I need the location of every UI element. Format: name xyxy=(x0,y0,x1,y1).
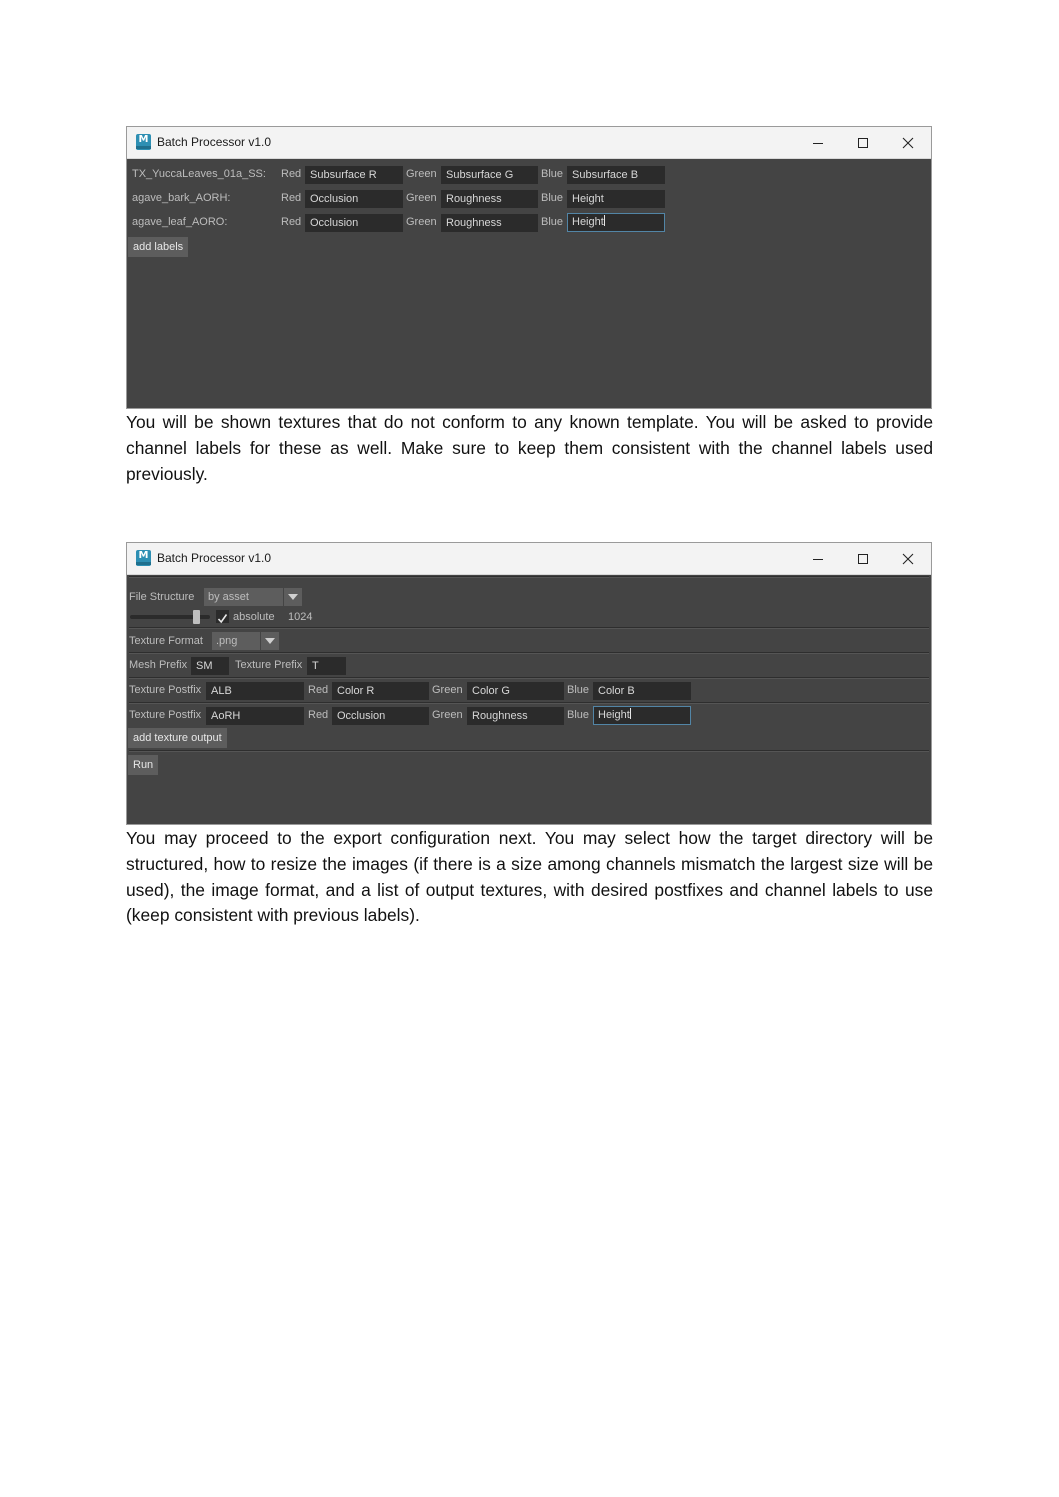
title-bar xyxy=(127,127,931,159)
texture-prefix-label: Texture Prefix xyxy=(235,659,303,671)
window-title: Batch Processor v1.0 xyxy=(157,551,272,565)
divider xyxy=(129,627,929,629)
red-label: Red xyxy=(281,168,302,180)
file-structure-dropdown[interactable] xyxy=(204,588,302,606)
divider xyxy=(129,576,929,578)
instruction-paragraph-1: You will be shown textures that do not conform to any known template. You will be asked to provide channel labels for these as well. Make sure to keep them consistent with the channel labels used previously. xyxy=(126,412,933,484)
close-icon[interactable] xyxy=(885,127,931,158)
green-label: Green xyxy=(432,684,463,696)
blue-label: Blue xyxy=(567,709,590,721)
add-texture-output-button[interactable]: add texture output xyxy=(128,728,227,748)
text-caret xyxy=(630,708,631,719)
blue-channel-input-focused[interactable] xyxy=(567,213,665,232)
window-title: Batch Processor v1.0 xyxy=(157,135,272,149)
texture-format-dropdown[interactable] xyxy=(212,632,279,650)
maximize-icon[interactable] xyxy=(840,543,886,574)
run-button[interactable]: Run xyxy=(128,755,158,775)
texture-name-label: TX_YuccaLeaves_01a_SS: xyxy=(132,168,266,180)
add-labels-button[interactable]: add labels xyxy=(128,237,188,257)
blue-channel-input[interactable]: Color B xyxy=(593,682,691,700)
green-channel-input[interactable]: Subsurface G xyxy=(441,166,538,184)
blue-label: Blue xyxy=(541,168,564,180)
green-label: Green xyxy=(406,168,437,180)
minimize-icon[interactable] xyxy=(795,543,841,574)
instruction-paragraph-2: You may proceed to the export configuration next. You may select how the target directory will be structured, how to resize the images (if there is a size among channels mismatch the largest size will be used), the image format, and a list of output textures, with desired postfixes and channel labels to use (keep consistent with previous labels). xyxy=(126,828,933,926)
blue-channel-input[interactable]: Height xyxy=(567,190,665,208)
maximize-icon[interactable] xyxy=(840,127,886,158)
red-label: Red xyxy=(281,192,302,204)
texture-format-label: Texture Format xyxy=(129,635,203,647)
texture-name-label: agave_bark_AORH: xyxy=(132,192,231,204)
maya-icon: M xyxy=(136,134,151,150)
divider xyxy=(129,750,929,752)
red-label: Red xyxy=(281,216,302,228)
mesh-prefix-input[interactable]: SM xyxy=(191,657,229,675)
chevron-down-icon xyxy=(260,632,279,650)
mesh-prefix-label: Mesh Prefix xyxy=(129,659,188,671)
red-channel-input[interactable]: Occlusion xyxy=(305,190,403,208)
chevron-down-icon xyxy=(283,588,302,606)
blue-channel-input[interactable]: Subsurface B xyxy=(567,166,665,184)
blue-channel-input-focused[interactable] xyxy=(593,706,691,725)
absolute-checkbox[interactable] xyxy=(216,610,229,623)
green-channel-input[interactable]: Color G xyxy=(467,682,564,700)
checkmark-icon xyxy=(216,612,229,625)
texture-postfix-input[interactable]: AoRH xyxy=(206,707,304,725)
red-channel-input[interactable]: Subsurface R xyxy=(305,166,403,184)
close-icon[interactable] xyxy=(885,543,931,574)
texture-prefix-input[interactable]: T xyxy=(307,657,346,675)
file-structure-label: File Structure xyxy=(129,591,195,603)
texture-postfix-label: Texture Postfix xyxy=(129,709,202,721)
field-text: Height xyxy=(572,216,604,228)
green-label: Green xyxy=(432,709,463,721)
texture-postfix-label: Texture Postfix xyxy=(129,684,202,696)
divider xyxy=(129,702,929,704)
dropdown-value: by asset xyxy=(208,591,249,603)
green-channel-input[interactable]: Roughness xyxy=(441,190,538,208)
divider xyxy=(129,652,929,654)
batch-processor-window-labels xyxy=(126,126,932,409)
dropdown-value: .png xyxy=(216,635,238,647)
red-channel-input[interactable]: Occlusion xyxy=(305,214,403,232)
red-label: Red xyxy=(308,709,329,721)
divider xyxy=(129,677,929,679)
green-channel-input[interactable]: Roughness xyxy=(467,707,564,725)
red-channel-input[interactable]: Color R xyxy=(332,682,429,700)
texture-name-label: agave_leaf_AORO: xyxy=(132,216,228,228)
absolute-label: absolute xyxy=(233,611,275,623)
blue-label: Blue xyxy=(567,684,590,696)
green-label: Green xyxy=(406,216,437,228)
blue-label: Blue xyxy=(541,192,564,204)
texture-postfix-input[interactable]: ALB xyxy=(206,682,304,700)
green-label: Green xyxy=(406,192,437,204)
size-slider-handle[interactable] xyxy=(193,610,200,624)
text-caret xyxy=(604,215,605,226)
green-channel-input[interactable]: Roughness xyxy=(441,214,538,232)
minimize-icon[interactable] xyxy=(795,127,841,158)
red-channel-input[interactable]: Occlusion xyxy=(332,707,429,725)
red-label: Red xyxy=(308,684,329,696)
title-bar xyxy=(127,543,931,575)
batch-processor-window-export xyxy=(126,542,932,825)
blue-label: Blue xyxy=(541,216,564,228)
field-text: Height xyxy=(598,709,630,721)
maya-icon: M xyxy=(136,550,151,566)
size-value: 1024 xyxy=(288,611,313,623)
